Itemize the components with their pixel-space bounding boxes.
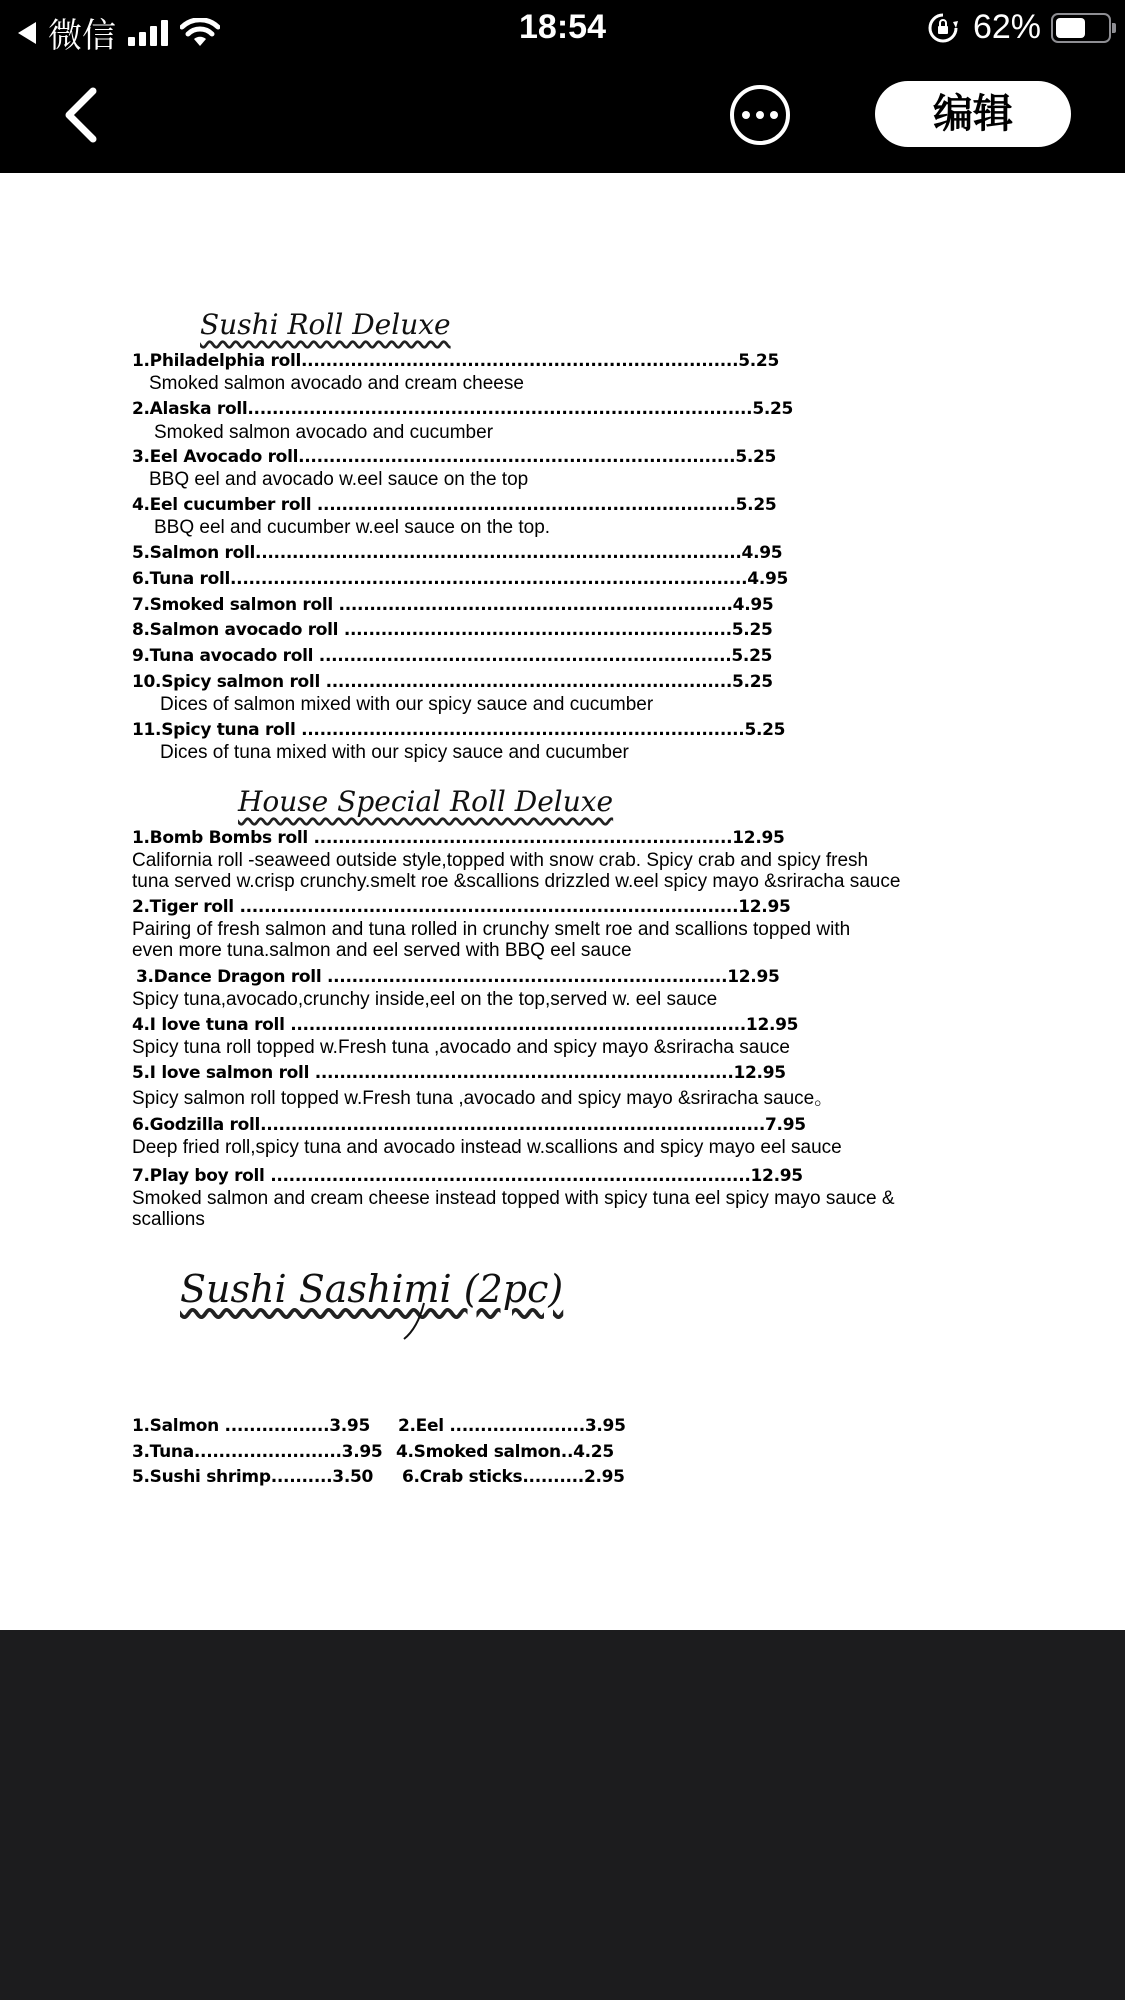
menu-item: 7.Play boy roll ..............................................................................12.95 <box>132 1166 803 1186</box>
dot <box>756 111 764 119</box>
back-button[interactable] <box>55 83 115 147</box>
status-bar <box>0 0 1125 58</box>
menu-item: 11.Spicy tuna roll ........................................................................5.25 <box>132 720 786 740</box>
item-description: Dices of tuna mixed with our spicy sauce and cucumber <box>160 742 629 763</box>
dot <box>742 111 750 119</box>
dot <box>770 111 778 119</box>
wifi-icon <box>180 18 220 48</box>
menu-item: 5.I love salmon roll ....................................................................12.95 <box>132 1063 786 1083</box>
item-description: California roll -seaweed outside style,topped with snow crab. Spicy crab and spicy fresh <box>132 850 869 871</box>
menu-item: 7.Smoked salmon roll ................................................................4.95 <box>132 595 774 615</box>
menu-item: 3.Dance Dragon roll .................................................................12.95 <box>136 967 780 987</box>
sashimi-item: 6.Crab sticks..........2.95 <box>402 1467 625 1487</box>
section-title-sushi-sashimi: Sushi Sashimi (2pc) <box>180 1267 564 1311</box>
back-app-label: 微信 <box>48 17 116 55</box>
empty-background <box>0 1630 1125 2000</box>
back-triangle-icon <box>18 22 36 44</box>
item-description: Spicy tuna,avocado,crunchy inside,eel on the top,served w. eel sauce <box>132 989 718 1010</box>
sashimi-item: 5.Sushi shrimp..........3.50 <box>132 1467 374 1487</box>
document-page <box>0 173 1125 1630</box>
section-title-sushi-roll-deluxe: Sushi Roll Deluxe <box>200 308 451 341</box>
cellular-signal-icon <box>128 20 168 46</box>
item-description: Spicy tuna roll topped w.Fresh tuna ,avocado and spicy mayo &sriracha sauce <box>132 1037 790 1058</box>
menu-item: 3.Eel Avocado roll.......................................................................5.25 <box>132 447 777 467</box>
menu-item: 9.Tuna avocado roll ...................................................................5.25 <box>132 646 773 666</box>
item-description: BBQ eel and avocado w.eel sauce on the top <box>149 469 529 490</box>
menu-item: 6.Godzilla roll..................................................................................7.95 <box>132 1115 806 1135</box>
menu-item: 10.Spicy salmon roll ..................................................................5.25 <box>132 672 773 692</box>
sashimi-item: 4.Smoked salmon..4.25 <box>396 1442 614 1462</box>
item-description: Smoked salmon avocado and cucumber <box>154 422 494 443</box>
item-description: Dices of salmon mixed with our spicy sauce and cucumber <box>160 694 654 715</box>
edit-button[interactable]: 编辑 <box>875 81 1071 147</box>
item-description: Smoked salmon and cream cheese instead topped with spicy tuna eel spicy mayo sauce & <box>132 1188 895 1209</box>
menu-item: 4.Eel cucumber roll ....................................................................5.25 <box>132 495 777 515</box>
item-description: Pairing of fresh salmon and tuna rolled in crunchy smelt roe and scallions topped with <box>132 919 851 940</box>
menu-item: 2.Tiger roll .................................................................................12.95 <box>132 897 791 917</box>
menu-item: 1.Philadelphia roll.......................................................................5.25 <box>132 351 779 371</box>
sashimi-item: 1.Salmon .................3.95 <box>132 1416 370 1436</box>
item-description: Deep fried roll,spicy tuna and avocado instead w.scallions and spicy mayo eel sauce <box>132 1137 842 1158</box>
menu-item: 6.Tuna roll....................................................................................4.95 <box>132 569 789 589</box>
item-description: tuna served w.crisp crunchy.smelt roe &scallions drizzled w.eel spicy mayo &sriracha sauce <box>132 871 901 892</box>
item-description: Spicy salmon roll topped w.Fresh tuna ,avocado and spicy mayo &sriracha sauce。 <box>132 1088 834 1109</box>
battery-percent: 62% <box>972 8 1041 46</box>
back-to-app[interactable] <box>18 8 220 57</box>
menu-item: 5.Salmon roll...............................................................................4.95 <box>132 543 783 563</box>
menu-item: 8.Salmon avocado roll ...............................................................5.25 <box>132 620 773 640</box>
flourish-decoration <box>402 1301 432 1341</box>
item-description: BBQ eel and cucumber w.eel sauce on the top. <box>154 517 551 538</box>
item-description: Smoked salmon avocado and cream cheese <box>149 373 524 394</box>
more-options-button[interactable] <box>730 85 790 145</box>
item-description: scallions <box>132 1209 205 1230</box>
item-description: even more tuna.salmon and eel served with BBQ eel sauce <box>132 940 632 961</box>
menu-item: 1.Bomb Bombs roll ....................................................................12.95 <box>132 828 785 848</box>
navigation-bar <box>0 58 1125 173</box>
menu-item: 4.I love tuna roll ..........................................................................12.95 <box>132 1015 799 1035</box>
battery-icon <box>1051 13 1111 43</box>
rotation-lock-icon <box>927 12 959 44</box>
chevron-left-icon <box>55 83 115 147</box>
sashimi-item: 3.Tuna........................3.95 <box>132 1442 383 1462</box>
menu-item: 2.Alaska roll..................................................................................5.25 <box>132 399 794 419</box>
section-title-house-special: House Special Roll Deluxe <box>238 785 614 818</box>
sashimi-item: 2.Eel ......................3.95 <box>398 1416 626 1436</box>
clock: 18:54 <box>519 8 606 46</box>
